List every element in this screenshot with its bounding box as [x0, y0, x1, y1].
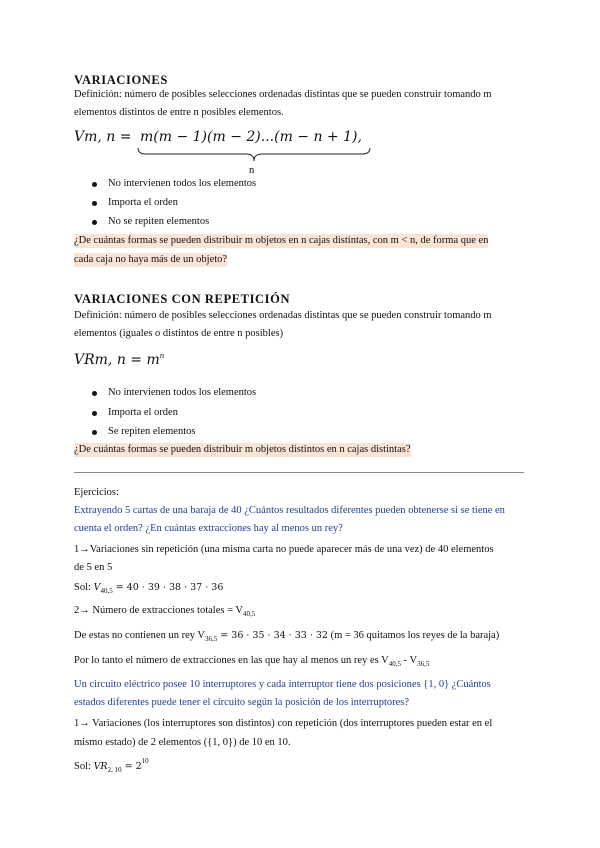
bullet-text: No se repiten elementos — [108, 216, 210, 227]
solution-step — [74, 654, 429, 668]
horizontal-divider — [74, 472, 524, 473]
step-subscript: 40,5 — [243, 610, 256, 618]
step-subscript: 36,5 — [417, 660, 430, 668]
sol-symbol: VR — [93, 761, 108, 772]
step-text: Por lo tanto el número de extracciones en las que hay al menos un rey es V — [74, 655, 389, 666]
definition-line: Definición: número de posibles selecciones ordenadas distintas que se pueden construir tomando m — [74, 89, 492, 100]
bullet-dot — [92, 411, 97, 416]
definition-line: elementos distintos de entre n posibles elementos. — [74, 107, 284, 118]
step-subscript: 36,5 — [205, 635, 218, 643]
sol-expression: = 2 — [121, 761, 142, 772]
section-title-variaciones: VARIACIONES — [74, 73, 168, 87]
exercise-statement: Extrayendo 5 cartas de una baraja de 40 ¿Cuántos resultados diferentes pueden obtenerse si se tiene en — [74, 505, 505, 516]
bullet-dot — [92, 220, 97, 225]
sol-exponent: 10 — [141, 757, 149, 765]
formula-rhs: m(m − 1)(m − 2)...(m − n + 1), — [140, 129, 362, 145]
formula-lhs: Vm, n = — [74, 129, 132, 145]
solution-step: mismo estado) de 2 elementos ({1, 0}) de 10 en 10. — [74, 737, 291, 748]
sol-label: Sol: — [74, 582, 94, 593]
definition-line: elementos (iguales o distintos de entre n posibles) — [74, 328, 284, 339]
solution-step — [74, 604, 255, 618]
solution-line — [74, 757, 149, 774]
step-minus: - V — [400, 655, 418, 666]
sol-label: Sol: — [74, 761, 94, 772]
solution-step: de 5 en 5 — [74, 562, 113, 573]
solution-line — [74, 581, 223, 595]
sol-symbol: V — [93, 582, 101, 593]
formula-vr-exponent: n — [159, 352, 165, 360]
formula-vr-base: VRm, n = m — [74, 352, 160, 368]
exercise-statement: estados diferentes puede tener el circuito según la posición de los interruptores? — [74, 697, 410, 708]
step-note: (m = 36 quitamos los reyes de la baraja) — [327, 630, 500, 641]
sol-expression: = 40 · 39 · 38 · 37 · 36 — [112, 582, 224, 593]
bullet-text: Importa el orden — [108, 407, 178, 418]
step-expression: = 36 · 35 · 34 · 33 · 32 — [217, 630, 328, 641]
solution-step: 1→Variaciones sin repetición (una misma carta no puede aparecer más de una vez) de 40 elementos — [74, 544, 494, 555]
solution-step: 1→ Variaciones (los interruptores son distintos) con repetición (dos interruptores pueden estar en el — [74, 718, 493, 729]
question-highlight: ¿De cuántas formas se pueden distribuir m objetos en n cajas distintas, con m < n, de forma que en — [74, 235, 489, 246]
step-text: 2→ Número de extracciones totales = V — [74, 605, 244, 616]
bullet-text: Importa el orden — [108, 197, 178, 208]
brace-label: n — [249, 165, 255, 176]
step-text: De estas no contienen un rey V — [74, 630, 206, 641]
sol-subscript: 40,5 — [100, 587, 113, 595]
bullet-text: No intervienen todos los elementos — [108, 387, 257, 398]
underbrace — [136, 146, 372, 164]
definition-line: Definición: número de posibles selecciones ordenadas distintas que se pueden construir tomando m — [74, 310, 492, 321]
solution-step — [74, 629, 499, 643]
bullet-dot — [92, 182, 97, 187]
section-title-variaciones-repeticion: VARIACIONES CON REPETICIÓN — [74, 292, 291, 306]
bullet-dot — [92, 430, 97, 435]
exercise-statement: cuenta el orden? ¿En cuántas extracciones hay al menos un rey? — [74, 523, 343, 534]
bullet-text: No intervienen todos los elementos — [108, 178, 257, 189]
question-highlight: ¿De cuántas formas se pueden distribuir m objetos distintos en n cajas distintas? — [74, 444, 411, 455]
question-highlight: cada caja no haya más de un objeto? — [74, 254, 228, 265]
bullet-dot — [92, 201, 97, 206]
formula-vr — [74, 352, 164, 368]
step-subscript: 40,5 — [388, 660, 401, 668]
sol-subscript: 2, 10 — [107, 766, 122, 774]
exercises-title: Ejercicios: — [74, 487, 119, 498]
bullet-dot — [92, 391, 97, 396]
bullet-text: Se repiten elementos — [108, 426, 196, 437]
exercise-statement: Un circuito eléctrico posee 10 interruptores y cada interruptor tiene dos posiciones {1, 0} ¿Cuántos — [74, 679, 491, 690]
